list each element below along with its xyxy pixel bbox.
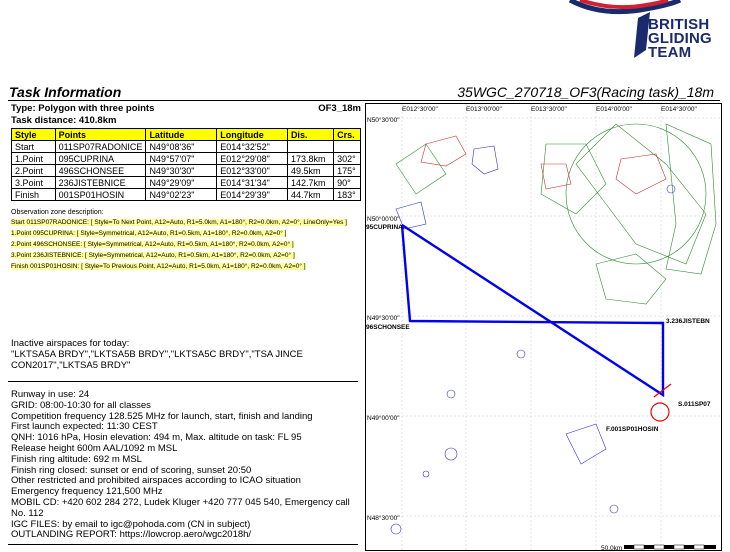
lon-tick: E012°30'00" [402, 106, 438, 113]
lat-tick: N49°30'00" [367, 315, 400, 322]
scale-label: 50.0km [601, 545, 623, 550]
finish-ring [651, 403, 669, 421]
inactive-airspaces [11, 338, 361, 371]
info-line: Other restricted and prohibited airspaces according to ICAO situation [11, 475, 301, 487]
cell: 142.7km [287, 177, 333, 189]
cell: 302° [334, 153, 361, 165]
col-distance: Dis. [287, 129, 333, 141]
info-line: GRID: 08:00-10:30 for all classes [11, 399, 151, 411]
table-header-row [12, 129, 361, 141]
airspaces-list: "LKTSA5A BRDY","LKTSA5B BRDY","LKTSA5C BRDY","TSA JINCE CON2017","LKTSA5 BRDY" [11, 349, 303, 371]
page-title: Task Information [9, 84, 122, 100]
logo-line-2: GLIDING [648, 30, 712, 47]
task-map [365, 103, 722, 551]
cell: E012°29'08" [217, 153, 288, 165]
info-line: QNH: 1016 hPa, Hosin elevation: 494 m, Max. altitude on task: FL 95 [11, 432, 302, 444]
airspace-green [396, 124, 716, 304]
table-row [12, 189, 361, 201]
info-line: IGC FILES: by email to igc@pohoda.com (CN in subject) [11, 518, 251, 530]
info-line: OUTLANDING REPORT: https://lowcrop.aero/wgc2018h/ [11, 529, 252, 541]
bottom-divider [8, 544, 358, 545]
oz-title: Observation zone description: [11, 209, 104, 216]
task-type-line [11, 103, 361, 115]
cell: 175° [334, 165, 361, 177]
cell: E014°31'34" [217, 177, 288, 189]
lat-tick: N50°00'00" [367, 216, 400, 223]
cell: 2.Point [12, 165, 56, 177]
col-style: Style [12, 129, 56, 141]
task-panel [11, 103, 361, 271]
info-line: Emergency frequency 121,500 MHz [11, 486, 163, 498]
airspaces-heading: Inactive airspaces for today: [11, 338, 130, 349]
cell: E014°29'39" [217, 189, 288, 201]
table-row [12, 141, 361, 153]
cell: N49°02'23" [146, 189, 217, 201]
briefing-info [11, 390, 361, 541]
info-line: Release height 600m AAL/1092 m MSL [11, 442, 178, 454]
lat-tick: N48°30'00" [367, 515, 400, 522]
table-row [12, 177, 361, 189]
cell: 1.Point [12, 153, 56, 165]
scale-bar [624, 545, 716, 549]
cell: E012°33'00" [217, 165, 288, 177]
cell: 236JISTEBNICE [55, 177, 146, 189]
lon-tick: E014°30'00" [661, 106, 697, 113]
cell [334, 141, 361, 153]
cell: 496SCHONSEE [55, 165, 146, 177]
point-label-finish: F.001SP01HOSIN [606, 426, 659, 433]
task-code: OF3_18m [318, 103, 361, 114]
oz-line-point-3: 3.Point 236JISTEBNICE: [ Style=Symmetrical, A12=Auto, R1=0.5km, A1=180°, R2=0.0km, A2=0° ] [11, 252, 295, 259]
point-label-start: S.011SP07 [678, 401, 711, 408]
cell: 49.5km [287, 165, 333, 177]
cell: 44.7km [287, 189, 333, 201]
logo-line-1: BRITISH [648, 16, 710, 33]
cell: 001SP01HOSIN [55, 189, 146, 201]
col-points: Points [55, 129, 146, 141]
lon-tick: E013°00'00" [466, 106, 502, 113]
lon-tick: E014°00'00" [596, 106, 632, 113]
table-row [12, 153, 361, 165]
cell: Start [12, 141, 56, 153]
cell: N49°29'09" [146, 177, 217, 189]
info-line: Runway in use: 24 [11, 389, 90, 400]
lon-tick: E013°30'00" [531, 106, 567, 113]
oz-line-start: Start 011SP07RADONICE: [ Style=To Next Point, A12=Auto, R1=5.0km, A1=180°, R2=0.0km, A2=0°, LineOnly=Yes ] [11, 219, 347, 226]
info-line: MOBIL CD: +420 602 284 272, Ludek Kluger +420 777 045 540, Emergency call No. 112 [11, 496, 350, 519]
cell: E014°32'52" [217, 141, 288, 153]
info-line: First launch expected: 11:30 CEST [11, 421, 158, 433]
turnpoints-table [11, 128, 361, 201]
lat-tick: N49°00'00" [367, 415, 400, 422]
col-longitude: Longitude [217, 129, 288, 141]
point-label-jistebnice: 3.236JISTEBN [666, 318, 710, 325]
airspace-blue [391, 146, 675, 534]
cell: Finish [12, 189, 56, 201]
point-label-cuprina: 95CUPRINA [366, 224, 403, 231]
oz-line-point-1: 1.Point 095CUPRINA: [ Style=Symmetrical, A12=Auto, R1=0.5km, A1=180°, R2=0.0km, A2=0° ] [11, 230, 287, 237]
task-route-line [402, 225, 663, 395]
cell: N49°57'07" [146, 153, 217, 165]
info-line: Finish ring altitude: 692 m MSL [11, 453, 142, 465]
airspace-red [421, 136, 666, 194]
table-row [12, 165, 361, 177]
col-course: Crs. [334, 129, 361, 141]
logo-line-3: TEAM [648, 44, 692, 61]
section-divider [8, 381, 358, 382]
cell [287, 141, 333, 153]
col-latitude: Latitude [146, 129, 217, 141]
lat-tick: N50°30'00" [367, 117, 400, 124]
oz-line-point-2: 2.Point 496SCHONSEE: [ Style=Symmetrical, A12=Auto, R1=0.5km, A1=180°, R2=0.0km, A2=0° ] [11, 241, 294, 248]
task-name: 35WGC_270718_OF3(Racing task)_18m [457, 84, 714, 100]
logo-text [648, 18, 712, 60]
task-distance: Task distance: 410.8km [11, 115, 117, 126]
map-canvas [366, 104, 721, 550]
cell: 011SP07RADONICE [55, 141, 146, 153]
oz-line-finish: Finish 001SP01HOSIN: [ Style=To Previous Point, A12=Auto, R1=5.0km, A1=180°, R2=0.0km, A2=0° ] [11, 263, 306, 270]
task-type: Type: Polygon with three points [11, 103, 155, 114]
cell: 173.8km [287, 153, 333, 165]
info-line: Competition frequency 128.525 MHz for launch, start, finish and landing [11, 410, 313, 422]
cell: 095CUPRINA [55, 153, 146, 165]
cell: 3.Point [12, 177, 56, 189]
cell: N49°30'30" [146, 165, 217, 177]
cell: 90° [334, 177, 361, 189]
cell: 183° [334, 189, 361, 201]
info-line: Finish ring closed: sunset or end of scoring, sunset 20:50 [11, 464, 252, 476]
header-divider [8, 100, 720, 101]
point-label-schonsee: 96SCHONSEE [366, 324, 410, 331]
cell: N49°08'36" [146, 141, 217, 153]
